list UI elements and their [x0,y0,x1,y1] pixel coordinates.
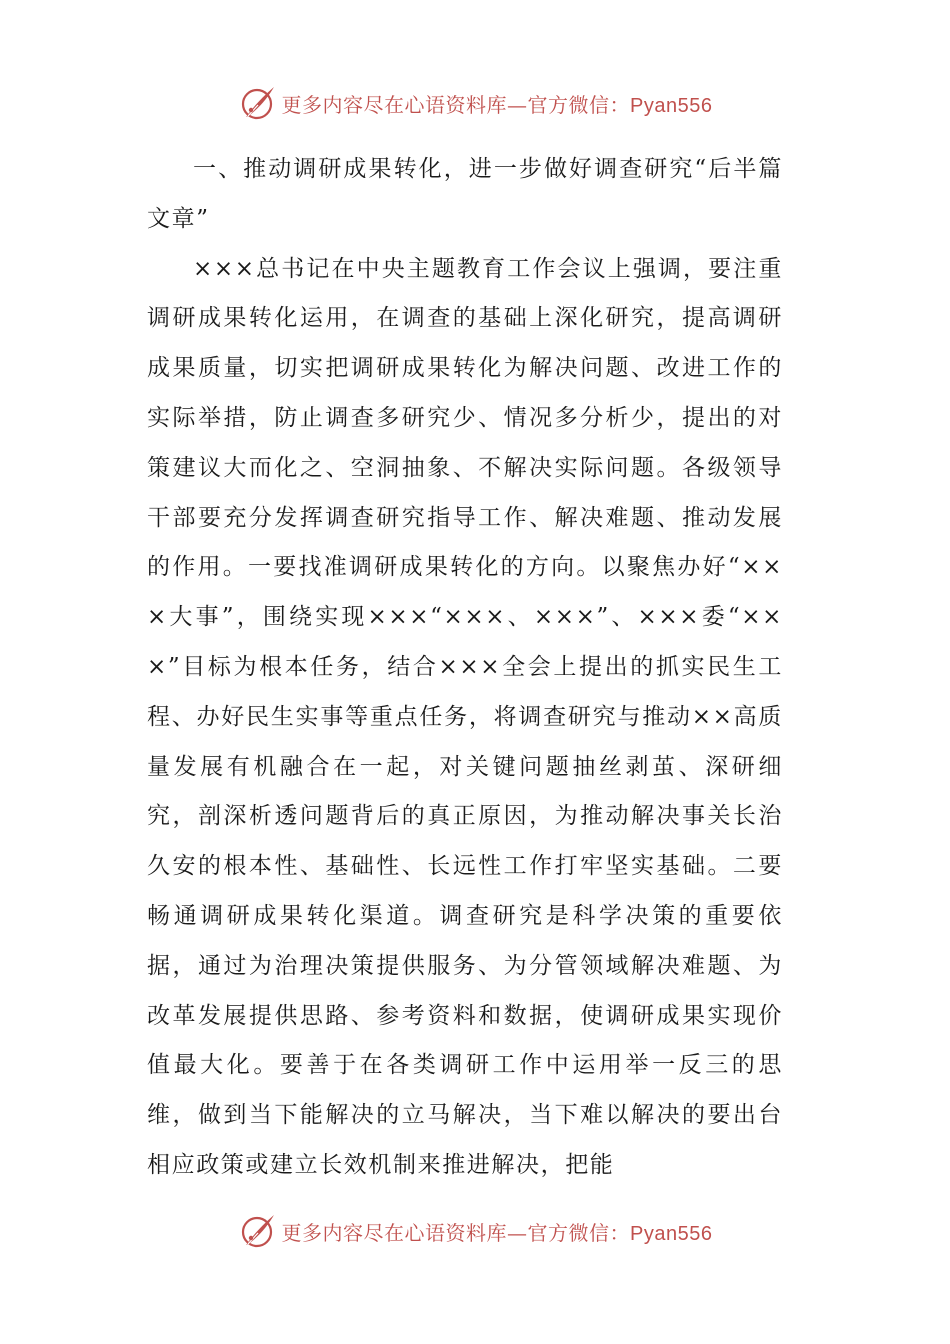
banner-text: 更多内容尽在心语资料库—官方微信：Pyan556 [281,1220,713,1245]
quill-pen-icon [238,1211,278,1251]
body-paragraph: ×××总书记在中央主题教育工作会议上强调，要注重调研成果转化运用，在调查的基础上深化研究，提高调研成果质量，切实把调研成果转化为解决问题、改进工作的实际举措，防止调查多研究少、情况多分析少，提出的对策建议大而化之、空洞抽象、不解决实际问题。各级领导干部要充分发挥调查研究指导工作、解决难题、推动发展的作用。一要找准调研成果转化的方向。以聚焦办好“×××大事”，围绕实现×××“×××、×××”、×××委“×××”目标为根本任务，结合×××全会上提出的抓实民生工程、办好民生实事等重点任务，将调查研究与推动××高质量发展有机融合在一起，对关键问题抽丝剥茧、深研细究，剖深析透问题背后的真正原因，为推动解决事关长治久安的根本性、基础性、长远性工作打牢坚实基础。二要畅通调研成果转化渠道。调查研究是科学决策的重要依据，通过为治理决策提供服务、为分管领域解决难题、为改革发展提供思路、参考资料和数据，使调研成果实现价值最大化。要善于在各类调研工作中运用举一反三的思维，做到当下能解决的立马解决，当下难以解决的要出台相应政策或建立长效机制来推进解决，把能 [147,255,783,1178]
wechat-id: Pyan556 [630,1222,713,1245]
header-banner [0,80,950,126]
section-heading: 一、推动调研成果转化，进一步做好调查研究“后半篇文章” [147,156,783,232]
banner-text: 更多内容尽在心语资料库—官方微信：Pyan556 [281,92,713,117]
quill-pen-icon [238,83,278,123]
wechat-id: Pyan556 [630,94,713,117]
footer-banner [0,1208,950,1254]
document-body [147,145,783,1191]
